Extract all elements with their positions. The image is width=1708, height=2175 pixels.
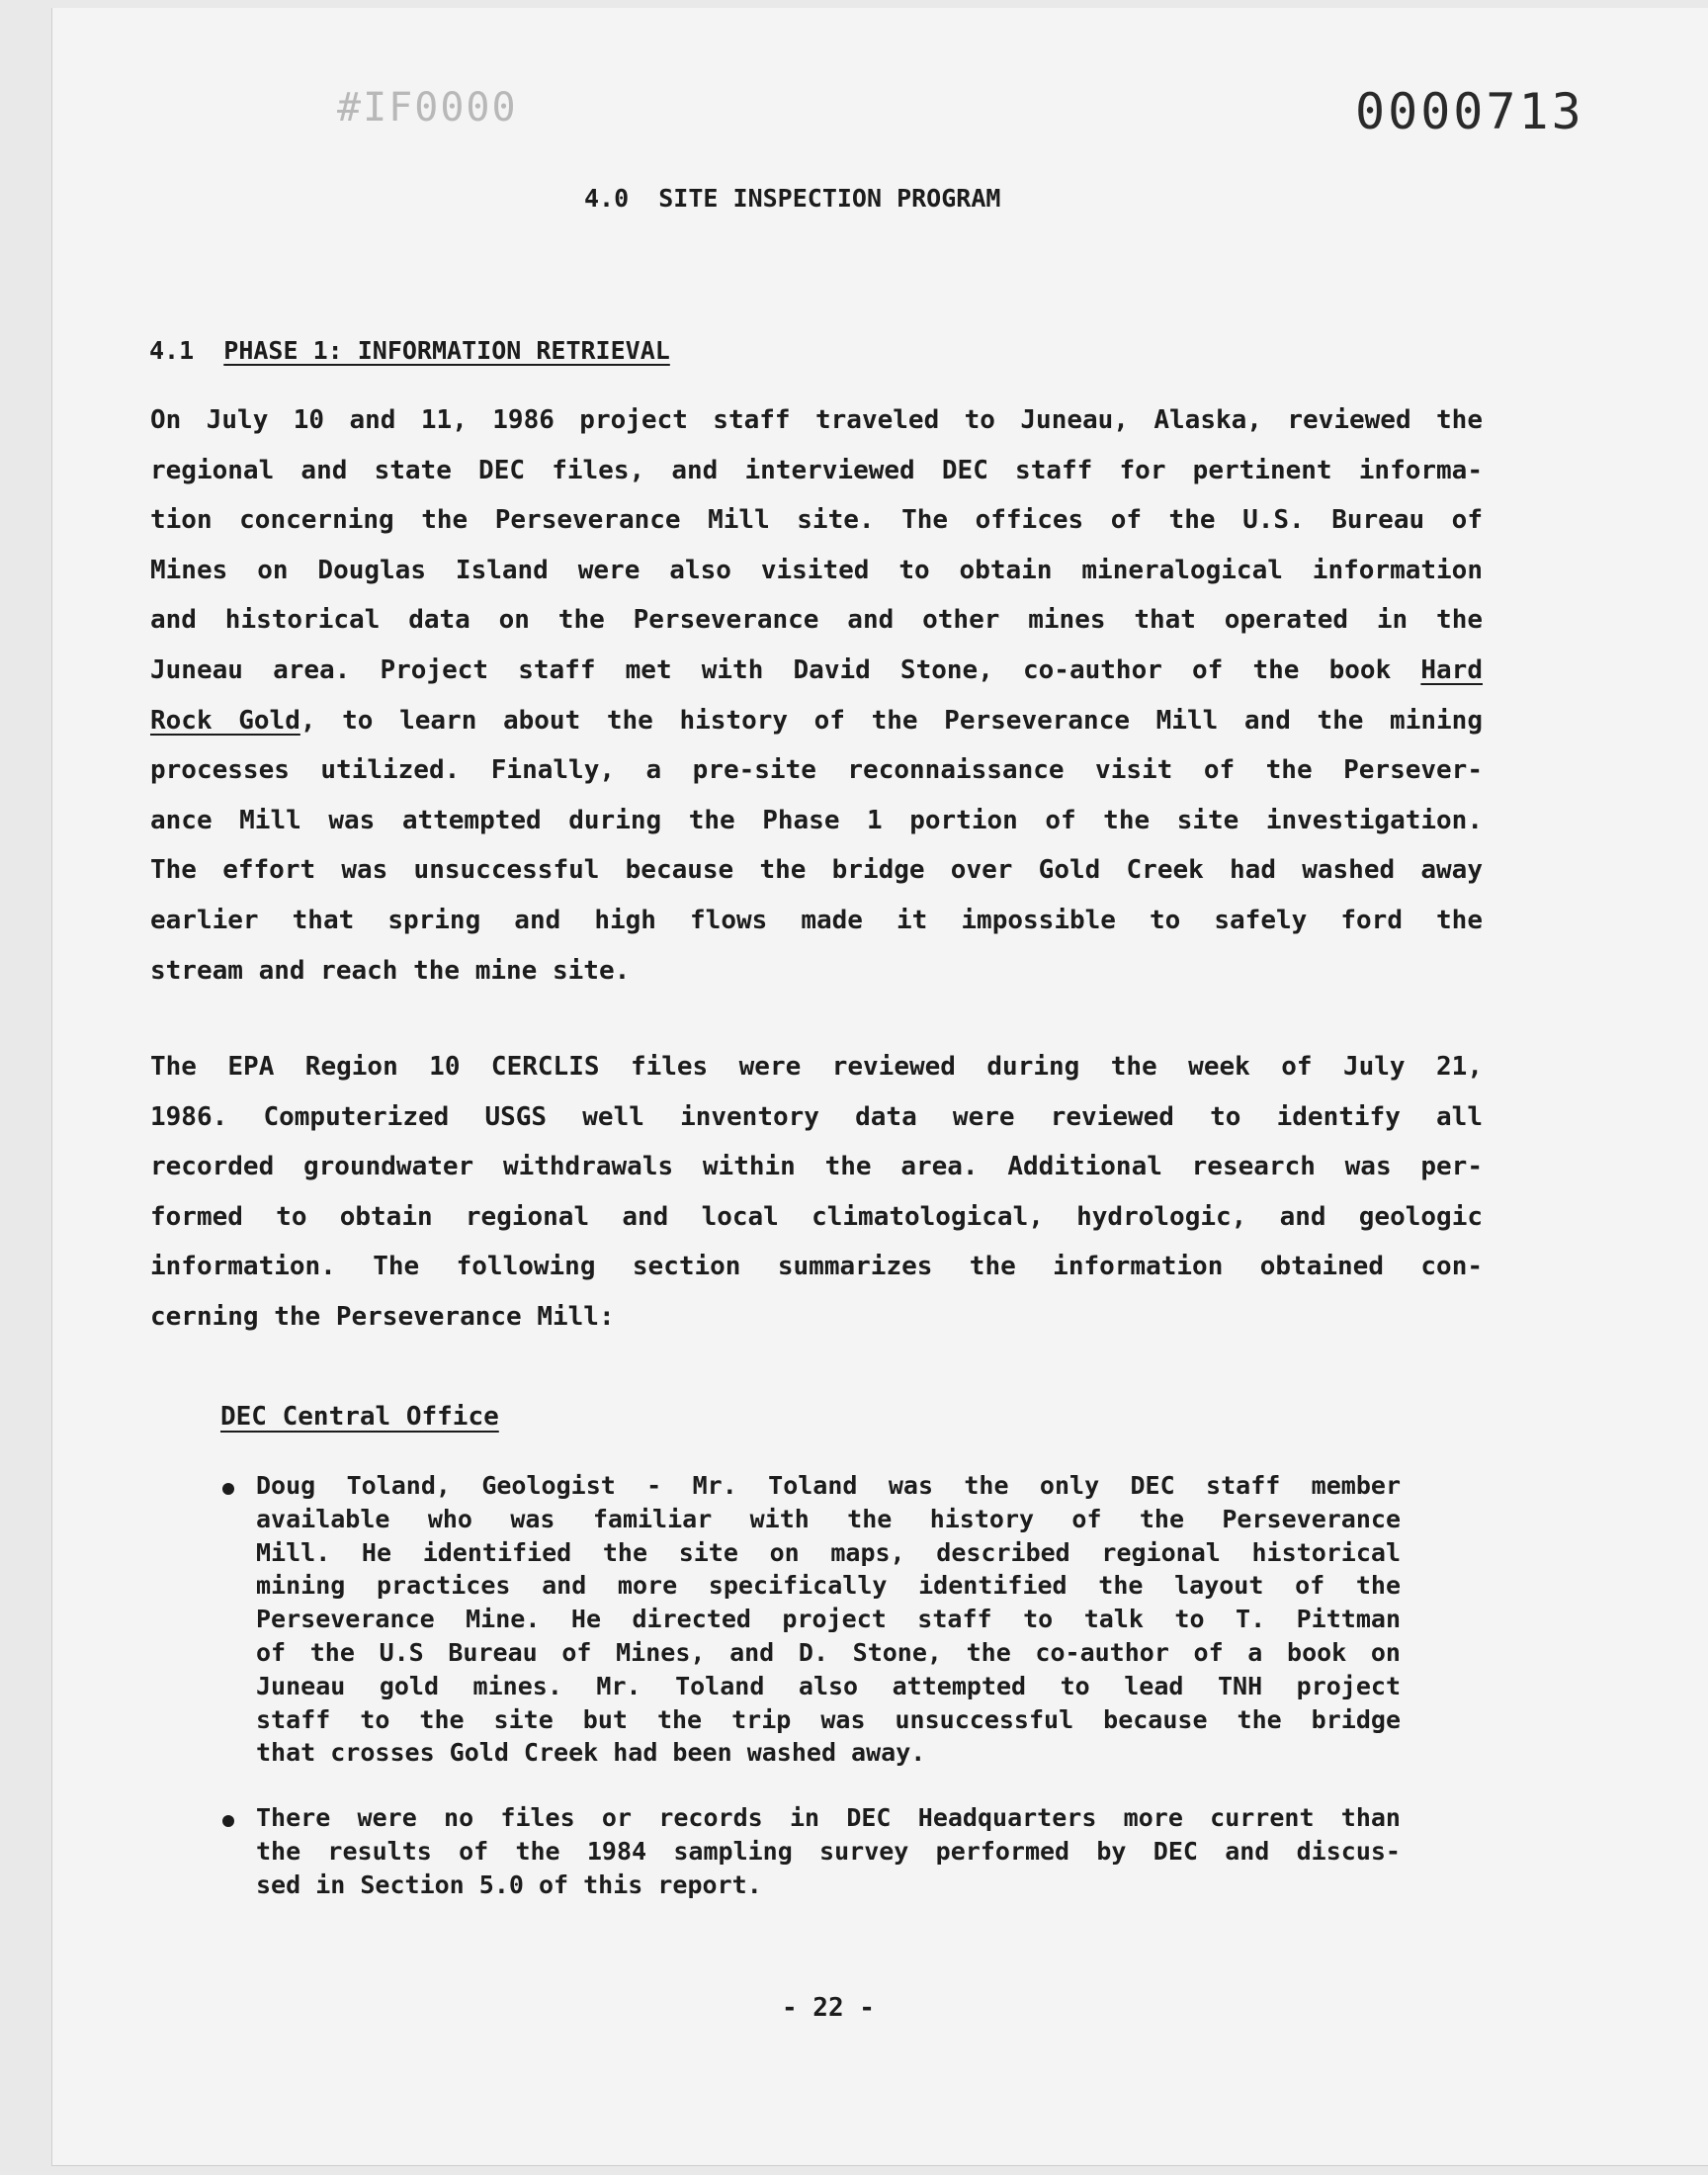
bullet-item <box>220 1801 1401 1901</box>
bullet-text <box>256 1469 1401 1770</box>
paragraph-line: 1986. Computerized USGS well inventory data were reviewed to identify all <box>150 1101 1483 1132</box>
page-title: 4.0 SITE INSPECTION PROGRAM <box>584 184 1001 213</box>
paragraph-line: Mines on Douglas Island were also visited to obtain mineralogical information <box>150 555 1483 585</box>
document-page <box>51 8 1708 2166</box>
paragraph-line: tion concerning the Perseverance Mill site. The offices of the U.S. Bureau of <box>150 505 1483 536</box>
paragraph-line: The EPA Region 10 CERCLIS files were reviewed during the week of July 21, <box>150 1052 1483 1082</box>
bullet-line: Juneau gold mines. Mr. Toland also attempted to lead TNH project <box>256 1671 1401 1700</box>
subsection-heading: DEC Central Office <box>220 1402 499 1432</box>
paragraph-line: information. The following section summarizes the information obtained con- <box>150 1252 1483 1282</box>
paragraph-line: and historical data on the Perseverance and other mines that operated in the <box>150 605 1483 636</box>
paragraph-line-with-title <box>150 646 1483 696</box>
section-heading <box>149 336 670 365</box>
paragraph-2 <box>150 1042 1483 1343</box>
bullet-item <box>220 1469 1401 1770</box>
paragraph-1 <box>150 395 1483 996</box>
paragraph-line: processes utilized. Finally, a pre-site reconnaissance visit of the Persever- <box>150 755 1483 786</box>
book-title-part-2: Rock Gold <box>150 705 300 736</box>
paragraph-line: The effort was unsuccessful because the bridge over Gold Creek had washed away <box>150 855 1483 886</box>
bullet-icon <box>222 1815 234 1827</box>
paragraph-line: formed to obtain regional and local climatological, hydrologic, and geologic <box>150 1201 1483 1232</box>
bullet-icon <box>222 1483 234 1495</box>
section-number: 4.1 <box>149 336 195 365</box>
paragraph-line: On July 10 and 11, 1986 project staff traveled to Juneau, Alaska, reviewed the <box>150 405 1483 435</box>
document-number: 0000713 <box>1355 83 1584 140</box>
book-title-part-1: Hard <box>1420 654 1483 685</box>
page-number: - 22 - <box>782 1993 875 2023</box>
paragraph-text: , to learn about the history of the Perseverance Mill and the mining <box>299 705 1483 736</box>
bullet-line: Mill. He identified the site on maps, described regional historical <box>256 1537 1401 1567</box>
faint-stamp: #IF0000 <box>337 85 518 130</box>
bullet-line: of the U.S Bureau of Mines, and D. Stone, the co-author of a book on <box>256 1637 1401 1667</box>
bullet-text <box>256 1801 1401 1901</box>
paragraph-line: ance Mill was attempted during the Phase 1 portion of the site investigation. <box>150 805 1483 835</box>
paragraph-line: earlier that spring and high flows made it impossible to safely ford the <box>150 905 1483 935</box>
section-heading-text: PHASE 1: INFORMATION RETRIEVAL <box>223 336 670 365</box>
paragraph-line-with-title <box>150 696 1483 746</box>
bullet-line: that crosses Gold Creek had been washed away. <box>256 1738 926 1768</box>
bullet-line: staff to the site but the trip was unsuccessful because the bridge <box>256 1704 1401 1734</box>
bullet-line: sed in Section 5.0 of this report. <box>256 1870 762 1899</box>
bullet-line: Perseverance Mine. He directed project staff to talk to T. Pittman <box>256 1605 1401 1634</box>
bullet-line: There were no files or records in DEC Headquarters more current than <box>256 1803 1401 1832</box>
paragraph-text: Juneau area. Project staff met with David Stone, co-author of the book <box>150 654 1421 685</box>
bullet-line: Doug Toland, Geologist - Mr. Toland was the only DEC staff member <box>256 1471 1401 1500</box>
paragraph-line: stream and reach the mine site. <box>150 955 631 986</box>
paragraph-line: recorded groundwater withdrawals within the area. Additional research was per- <box>150 1152 1483 1182</box>
bullet-line: available who was familiar with the history of the Perseverance <box>256 1504 1401 1533</box>
paragraph-line: cerning the Perseverance Mill: <box>150 1301 615 1332</box>
bullet-line: the results of the 1984 sampling survey performed by DEC and discus- <box>256 1836 1401 1866</box>
paragraph-line: regional and state DEC files, and interviewed DEC staff for pertinent informa- <box>150 455 1483 485</box>
bullet-line: mining practices and more specifically identified the layout of the <box>256 1571 1401 1601</box>
